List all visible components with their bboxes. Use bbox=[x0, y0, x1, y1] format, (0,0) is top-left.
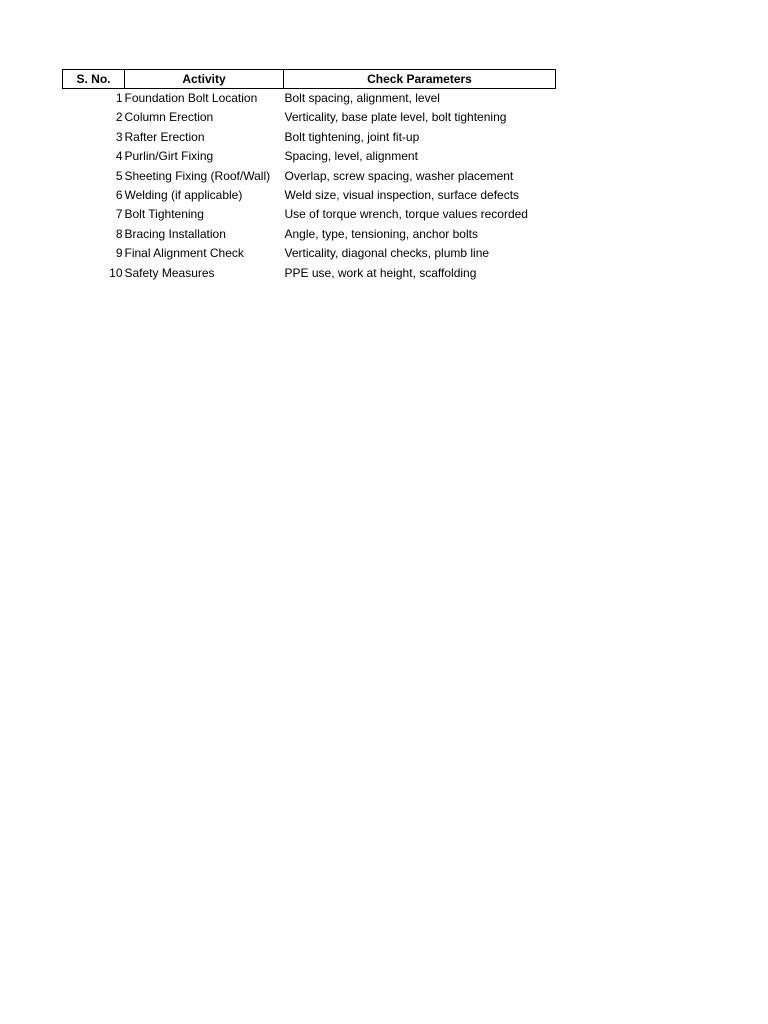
row-check: Bolt spacing, alignment, level bbox=[284, 91, 440, 105]
table-row bbox=[63, 225, 556, 244]
row-activity: Purlin/Girt Fixing bbox=[124, 149, 214, 164]
table-row bbox=[63, 108, 556, 127]
row-sno: 3 bbox=[115, 129, 123, 144]
table-header bbox=[63, 70, 556, 89]
header-row bbox=[63, 70, 556, 89]
row-activity: Sheeting Fixing (Roof/Wall) bbox=[124, 168, 271, 183]
row-check: Verticality, base plate level, bolt tightening bbox=[284, 110, 507, 125]
row-activity: Foundation Bolt Location bbox=[124, 91, 258, 105]
header-sno: S. No. bbox=[63, 70, 125, 89]
row-activity: Final Alignment Check bbox=[124, 246, 244, 261]
row-sno: 7 bbox=[115, 207, 123, 222]
row-activity: Bolt Tightening bbox=[124, 207, 204, 222]
table-row bbox=[63, 205, 556, 224]
row-sno: 8 bbox=[115, 226, 123, 241]
row-sno: 2 bbox=[115, 110, 123, 125]
table-row bbox=[63, 89, 556, 109]
row-check: Spacing, level, alignment bbox=[284, 149, 418, 164]
row-sno: 6 bbox=[115, 188, 123, 203]
table-row bbox=[63, 264, 556, 283]
table-row bbox=[63, 128, 556, 147]
row-check: Use of torque wrench, torque values recorded bbox=[284, 207, 528, 222]
row-check: PPE use, work at height, scaffolding bbox=[284, 265, 477, 280]
row-activity: Welding (if applicable) bbox=[124, 188, 243, 203]
checklist-sheet bbox=[62, 69, 556, 283]
header-activity: Activity bbox=[125, 70, 284, 89]
table-row bbox=[63, 244, 556, 263]
row-check: Verticality, diagonal checks, plumb line bbox=[284, 246, 490, 261]
row-check: Bolt tightening, joint fit-up bbox=[284, 129, 420, 144]
row-sno: 1 bbox=[115, 91, 123, 105]
row-activity: Rafter Erection bbox=[124, 129, 205, 144]
table-row bbox=[63, 167, 556, 186]
table-row bbox=[63, 147, 556, 166]
row-check: Angle, type, tensioning, anchor bolts bbox=[284, 226, 478, 241]
inspection-table bbox=[62, 69, 556, 283]
header-check-parameters: Check Parameters bbox=[284, 70, 556, 89]
row-check: Overlap, screw spacing, washer placement bbox=[284, 168, 514, 183]
row-sno: 5 bbox=[115, 168, 123, 183]
row-activity: Bracing Installation bbox=[124, 226, 226, 241]
row-sno: 9 bbox=[115, 246, 123, 261]
row-sno: 10 bbox=[109, 265, 123, 280]
row-activity: Safety Measures bbox=[124, 265, 215, 280]
row-activity: Column Erection bbox=[124, 110, 214, 125]
table-body bbox=[63, 89, 556, 284]
row-check: Weld size, visual inspection, surface defects bbox=[284, 188, 520, 203]
table-row bbox=[63, 186, 556, 205]
row-sno: 4 bbox=[115, 149, 123, 164]
